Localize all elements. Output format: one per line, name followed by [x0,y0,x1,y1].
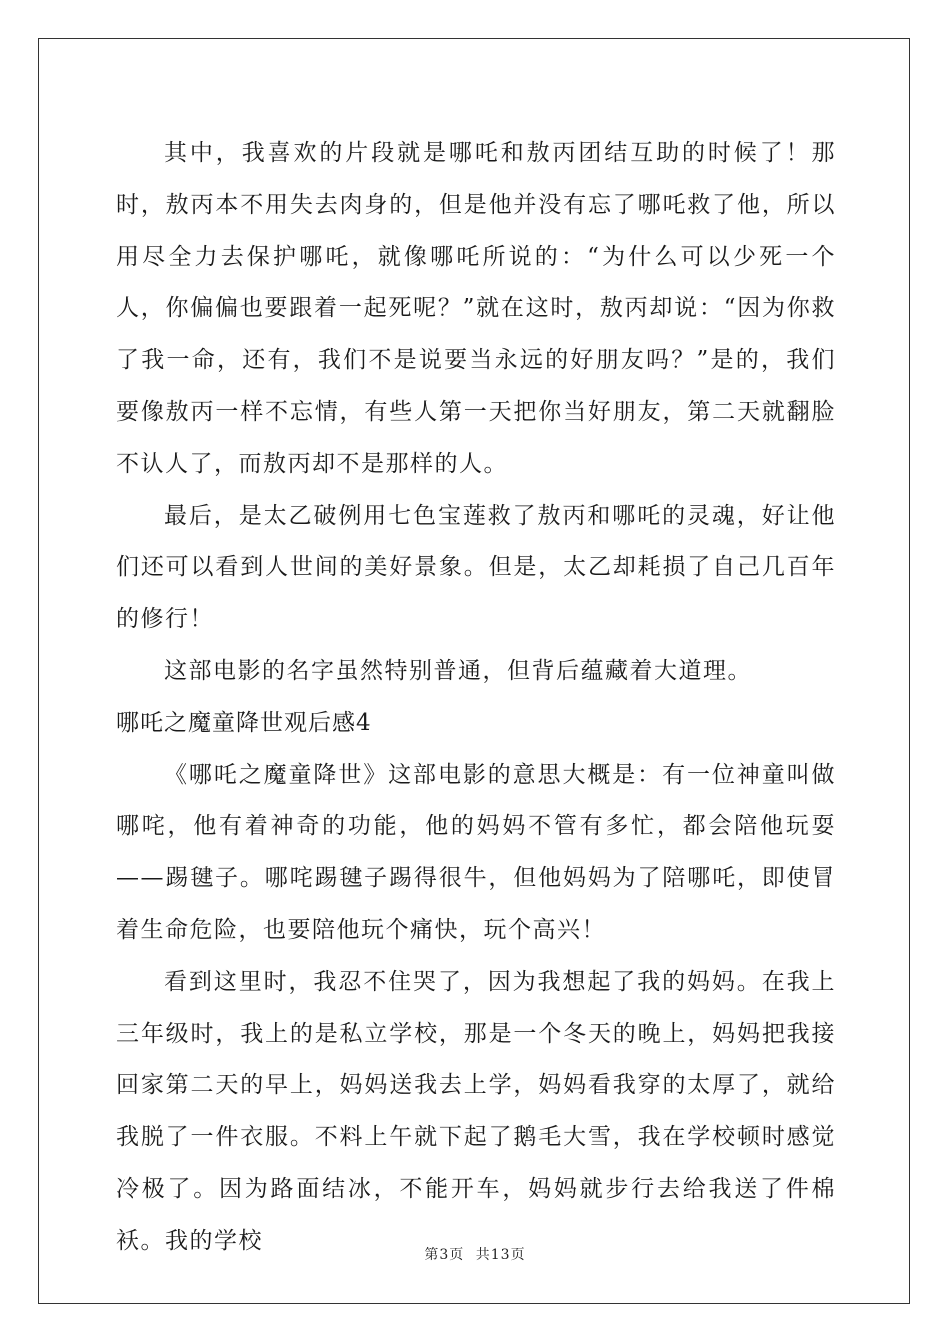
section-heading: 哪吒之魔童降世观后感4 [116,709,372,736]
page-footer [0,1244,950,1264]
page-number: 第3页 [424,1247,465,1263]
paragraph: 这部电影的名字虽然特别普通，但背后蕴藏着大道理。 [164,657,752,684]
paragraph: 看到这里时，我忍不住哭了，因为我想起了我的妈妈。在我上三年级时，我上的是私立学校，那是一个冬天的晚上，妈妈把我接回家第二天的早上，妈妈送我去上学，妈妈看我穿的太厚了，就给我脱了一件衣服。不料上午就下起了鹅毛大雪，我在学校顿时感觉冷极了。因为路面结冰，不能开车，妈妈就步行去给我送了件棉袄。我的学校 [116,968,836,1254]
paragraph: 《哪吒之魔童降世》这部电影的意思大概是：有一位神童叫做哪咤，他有着神奇的功能，他的妈妈不管有多忙，都会陪他玩耍——踢毽子。哪咤踢毽子踢得很牛，但他妈妈为了陪哪吒，即使冒着生命危险，也要陪他玩个痛快，玩个高兴！ [116,761,836,943]
document-body [116,128,836,1268]
paragraph: 其中，我喜欢的片段就是哪吒和敖丙团结互助的时候了！那时，敖丙本不用失去肉身的，但是他并没有忘了哪吒救了他，所以用尽全力去保护哪吒，就像哪吒所说的：“为什么可以少死一个人，你偏偏也要跟着一起死呢？”就在这时，敖丙却说：“因为你救了我一命，还有，我们不是说要当永远的好朋友吗？”是的，我们要像敖丙一样不忘情，有些人第一天把你当好朋友，第二天就翻脸不认人了，而敖丙却不是那样的人。 [116,140,836,477]
page-total: 共13页 [475,1247,526,1263]
paragraph: 最后，是太乙破例用七色宝莲救了敖丙和哪吒的灵魂，好让他们还可以看到人世间的美好景象。但是，太乙却耗损了自己几百年的修行！ [116,502,836,633]
